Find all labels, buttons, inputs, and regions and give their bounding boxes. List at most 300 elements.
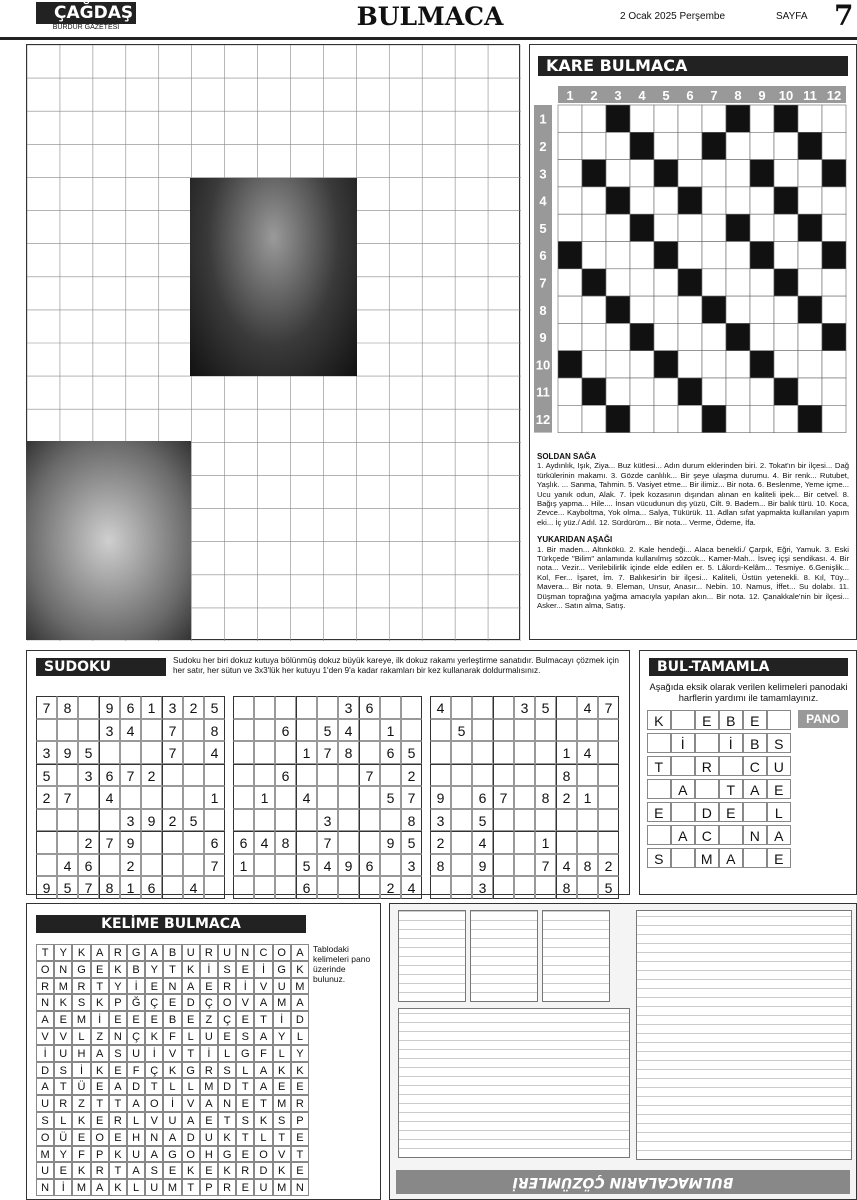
kelime-cell: R	[54, 1095, 72, 1112]
kelime-cell: L	[273, 1045, 291, 1062]
kare-cell	[582, 132, 606, 159]
kare-cell	[726, 160, 750, 187]
kare-cell	[678, 132, 702, 159]
sudoku-cell	[514, 719, 535, 742]
sudoku-cell: 9	[36, 876, 57, 899]
sudoku-cell	[556, 719, 577, 742]
kelime-cell: A	[145, 1146, 163, 1163]
kelime-cell: L	[236, 1062, 254, 1079]
kelime-cell: Ç	[145, 1062, 163, 1079]
newspaper-logo-subtitle: BURDUR GAZETESİ	[52, 24, 120, 31]
kare-row-number: 5	[539, 220, 547, 236]
sudoku-cell	[275, 696, 296, 719]
kare-cell	[750, 214, 774, 241]
bul-tamamla-cell	[671, 710, 695, 730]
sudoku-cell: 6	[204, 831, 225, 854]
kelime-cell: T	[109, 1095, 127, 1112]
kelime-cell: U	[218, 944, 236, 961]
kelime-cell: R	[200, 944, 218, 961]
solutions-panel	[389, 903, 857, 1200]
kelime-cell: N	[236, 944, 254, 961]
kare-cell	[678, 296, 702, 323]
sudoku-cell	[78, 786, 99, 809]
sudoku-cell	[317, 876, 338, 899]
kelime-cell: U	[200, 1129, 218, 1146]
kare-cell	[702, 214, 726, 241]
sudoku-cell: 5	[451, 719, 472, 742]
kare-black-cell	[774, 269, 798, 296]
kare-cell	[606, 378, 630, 405]
bul-tamamla-cell	[647, 733, 671, 753]
sudoku-cell	[380, 854, 401, 877]
kare-cell	[774, 214, 798, 241]
sudoku-cell	[535, 876, 556, 899]
sudoku-cell: 5	[296, 854, 317, 877]
sudoku-cell	[577, 719, 598, 742]
kelime-cell: D	[291, 1011, 309, 1028]
kare-cell	[678, 160, 702, 187]
sudoku-cell: 6	[233, 831, 254, 854]
sudoku-cell: 4	[317, 854, 338, 877]
sudoku-cell	[275, 876, 296, 899]
sudoku-cell	[472, 741, 493, 764]
solution-crossword	[636, 910, 852, 1160]
kelime-cell: R	[218, 978, 236, 995]
kelime-cell: P	[109, 994, 127, 1011]
kelime-cell: Ğ	[127, 994, 145, 1011]
kelime-cell: A	[291, 944, 309, 961]
kare-col-number: 5	[662, 88, 670, 103]
kare-cell	[678, 214, 702, 241]
kelime-cell: O	[254, 1146, 272, 1163]
kare-col-number: 10	[778, 88, 794, 103]
sudoku-cell	[162, 876, 183, 899]
bul-tamamla-cell: C	[695, 825, 719, 845]
bul-tamamla-cell	[695, 779, 719, 799]
kelime-cell: E	[109, 1129, 127, 1146]
bul-tamamla-cell	[743, 848, 767, 868]
sudoku-cell: 9	[430, 786, 451, 809]
kelime-cell: E	[218, 1028, 236, 1045]
kare-black-cell	[606, 296, 630, 323]
sudoku-cell	[430, 741, 451, 764]
kare-col-number: 3	[614, 88, 622, 103]
sudoku-cell: 7	[204, 854, 225, 877]
kelime-cell: N	[218, 1095, 236, 1112]
kare-cell	[774, 296, 798, 323]
kelime-cell: A	[91, 944, 109, 961]
sudoku-cell	[451, 876, 472, 899]
kelime-cell: T	[91, 1095, 109, 1112]
sudoku-cell: 6	[359, 696, 380, 719]
sudoku-cell: 6	[78, 854, 99, 877]
kelime-cell: A	[200, 1095, 218, 1112]
kelime-cell: N	[291, 1179, 309, 1196]
sudoku-cell	[296, 764, 317, 787]
kelime-cell: U	[54, 1045, 72, 1062]
kare-cell	[582, 105, 606, 132]
sudoku-cell: 1	[535, 831, 556, 854]
kelime-cell: T	[145, 1078, 163, 1095]
kare-cell	[726, 132, 750, 159]
bul-tamamla-cell: S	[647, 848, 671, 868]
page-title: BULMACA	[356, 2, 504, 31]
kare-cell	[654, 214, 678, 241]
kare-cell	[630, 160, 654, 187]
sudoku-cell: 6	[141, 876, 162, 899]
kare-cell	[582, 351, 606, 378]
kelime-cell: K	[54, 994, 72, 1011]
kelime-cell: H	[200, 1146, 218, 1163]
kelime-cell: İ	[273, 1011, 291, 1028]
sudoku-cell: 3	[36, 741, 57, 764]
kelime-cell: M	[72, 1011, 90, 1028]
kare-cell	[774, 405, 798, 432]
sudoku-cell	[598, 786, 619, 809]
kelime-cell: N	[163, 978, 181, 995]
kelime-cell: S	[54, 1062, 72, 1079]
kelime-cell: E	[91, 1112, 109, 1129]
sudoku-cell	[99, 741, 120, 764]
kare-cell	[798, 269, 822, 296]
bul-tamamla-cell: E	[743, 710, 767, 730]
sudoku-cell	[254, 719, 275, 742]
bul-tamamla-cell: A	[671, 825, 695, 845]
kare-cell	[630, 296, 654, 323]
sudoku-cell: 7	[120, 764, 141, 787]
kare-col-number: 6	[686, 88, 694, 103]
sudoku-cell	[430, 764, 451, 787]
kelime-cell: N	[145, 1129, 163, 1146]
kare-black-cell	[606, 105, 630, 132]
sudoku-cell: 5	[535, 696, 556, 719]
sudoku-cell: 9	[338, 854, 359, 877]
kare-cell	[678, 242, 702, 269]
kare-cell	[726, 405, 750, 432]
kelime-cell: İ	[91, 1011, 109, 1028]
kelime-cell: S	[72, 994, 90, 1011]
sudoku-cell	[577, 764, 598, 787]
sudoku-cell	[36, 854, 57, 877]
kelime-cell: L	[54, 1112, 72, 1129]
kelime-cell: S	[236, 1028, 254, 1045]
kare-row-number: 4	[539, 193, 547, 209]
bul-tamamla-cell: T	[647, 756, 671, 776]
kelime-cell: O	[145, 1095, 163, 1112]
kare-cell	[822, 269, 846, 296]
bul-tamamla-cell: A	[671, 779, 695, 799]
kare-black-cell	[654, 351, 678, 378]
kare-cell	[654, 269, 678, 296]
kare-cell	[606, 160, 630, 187]
bul-tamamla-cell: D	[695, 802, 719, 822]
sudoku-cell: 5	[380, 786, 401, 809]
kare-row-number: 12	[535, 411, 551, 427]
sudoku-cell	[514, 741, 535, 764]
kare-black-cell	[750, 351, 774, 378]
kelime-bulmaca-description: Tablodaki kelimeleri pano üzerinde bulunuz.	[313, 944, 371, 984]
sudoku-cell: 5	[598, 876, 619, 899]
pano-title: PANO	[798, 710, 848, 728]
sudoku-cell: 1	[120, 876, 141, 899]
kelime-cell: E	[236, 1011, 254, 1028]
kare-cell	[726, 269, 750, 296]
kelime-cell: T	[236, 1078, 254, 1095]
kare-cell	[630, 242, 654, 269]
sudoku-cell	[162, 764, 183, 787]
kare-cell	[726, 351, 750, 378]
sudoku-cell	[514, 876, 535, 899]
kelime-cell: A	[91, 1045, 109, 1062]
bul-tamamla-cell: L	[767, 802, 791, 822]
sudoku-cell: 6	[296, 876, 317, 899]
kare-cell	[558, 378, 582, 405]
kelime-cell: R	[72, 978, 90, 995]
sudoku-cell: 6	[275, 719, 296, 742]
kelime-cell: İ	[200, 1045, 218, 1062]
kelime-cell: R	[109, 944, 127, 961]
kelime-cell: M	[273, 994, 291, 1011]
sudoku-cell: 7	[162, 719, 183, 742]
sudoku-cell	[204, 764, 225, 787]
kelime-cell: L	[127, 1179, 145, 1196]
sudoku-cell: 2	[556, 786, 577, 809]
kare-cell	[798, 160, 822, 187]
kare-cell	[654, 132, 678, 159]
kare-black-cell	[654, 160, 678, 187]
kelime-cell: K	[145, 1028, 163, 1045]
kare-black-cell	[822, 242, 846, 269]
sudoku-cell: 3	[472, 876, 493, 899]
kelime-cell: S	[109, 1045, 127, 1062]
kelime-cell: U	[254, 1179, 272, 1196]
sudoku-cell: 4	[296, 786, 317, 809]
sudoku-cell	[472, 696, 493, 719]
kelime-cell: R	[200, 1062, 218, 1079]
kelime-cell: K	[182, 961, 200, 978]
sudoku-cell	[556, 696, 577, 719]
sudoku-cell	[183, 786, 204, 809]
kelime-cell: İ	[254, 961, 272, 978]
kelime-cell: İ	[72, 1062, 90, 1079]
kelime-cell: K	[182, 1162, 200, 1179]
sudoku-cell	[338, 809, 359, 832]
sudoku-cell: 8	[401, 809, 422, 832]
bul-tamamla-cell: İ	[671, 733, 695, 753]
sudoku-cell: 3	[401, 854, 422, 877]
kare-bulmaca-grid[interactable]	[534, 84, 847, 436]
sudoku-description: Sudoku her biri dokuz kutuya bölünmüş dokuz büyük kareye, ilk dokuz rakamı yerleştirme sanatıdır. Bulmacayı çözmek için her satır, her sütun ve 3x3'lük her kutuyu 1'den 9'a kadar rakamları bir kez kullanarak doldurmalısınız.	[173, 656, 619, 675]
kelime-cell: Z	[72, 1095, 90, 1112]
kare-cell	[606, 132, 630, 159]
kare-cell	[822, 214, 846, 241]
music-group-photo	[26, 441, 191, 640]
sudoku-cell: 8	[430, 854, 451, 877]
kare-col-number: 11	[803, 88, 817, 103]
kelime-cell: İ	[200, 961, 218, 978]
kare-cell	[702, 187, 726, 214]
kare-black-cell	[630, 132, 654, 159]
kare-cell	[702, 323, 726, 350]
bul-tamamla-cell: B	[719, 710, 743, 730]
presenter-photo	[190, 178, 357, 376]
kare-black-cell	[750, 242, 774, 269]
kelime-cell: S	[145, 1162, 163, 1179]
kelime-cell: T	[182, 1045, 200, 1062]
page-label: SAYFA	[776, 11, 808, 22]
kelime-cell: F	[254, 1045, 272, 1062]
kelime-cell: G	[236, 1045, 254, 1062]
sudoku-cell	[598, 719, 619, 742]
sudoku-cell	[338, 786, 359, 809]
kelime-cell: N	[36, 994, 54, 1011]
kare-cell	[582, 214, 606, 241]
kelime-cell: D	[254, 1162, 272, 1179]
sudoku-cell	[275, 854, 296, 877]
sudoku-cell: 2	[380, 876, 401, 899]
sudoku-cell	[493, 764, 514, 787]
sudoku-cell: 5	[78, 741, 99, 764]
kare-black-cell	[726, 105, 750, 132]
kelime-cell: E	[109, 1011, 127, 1028]
kelime-cell: R	[236, 1162, 254, 1179]
sudoku-cell	[514, 854, 535, 877]
kare-black-cell	[774, 105, 798, 132]
kare-cell	[630, 269, 654, 296]
kelime-cell: Ü	[72, 1078, 90, 1095]
kelime-cell: R	[218, 1179, 236, 1196]
kelime-cell: H	[127, 1129, 145, 1146]
kelime-cell: Y	[109, 978, 127, 995]
sudoku-cell	[430, 876, 451, 899]
kelime-cell: İ	[54, 1179, 72, 1196]
kelime-cell: E	[109, 1062, 127, 1079]
sudoku-cell: 4	[120, 719, 141, 742]
kelime-cell: E	[145, 978, 163, 995]
sudoku-cell	[254, 764, 275, 787]
kelime-cell: G	[72, 961, 90, 978]
kare-row-number: 8	[539, 302, 547, 318]
bul-tamamla-cell	[719, 825, 743, 845]
kelime-cell: R	[291, 1095, 309, 1112]
sudoku-cell	[36, 831, 57, 854]
kelime-cell: K	[91, 1062, 109, 1079]
kelime-cell: P	[200, 1179, 218, 1196]
kelime-cell: U	[36, 1095, 54, 1112]
kelime-cell: A	[145, 944, 163, 961]
kare-black-cell	[630, 214, 654, 241]
kelime-cell: B	[163, 1011, 181, 1028]
kare-cell	[678, 105, 702, 132]
sudoku-cell	[359, 831, 380, 854]
kelime-cell: Z	[200, 1011, 218, 1028]
kelime-cell: U	[182, 944, 200, 961]
sudoku-cell	[296, 696, 317, 719]
kelime-cell: L	[127, 1112, 145, 1129]
sudoku-cell	[493, 809, 514, 832]
kelime-cell: G	[163, 1146, 181, 1163]
kelime-cell: M	[54, 978, 72, 995]
kare-cell	[558, 160, 582, 187]
sudoku-cell: 4	[430, 696, 451, 719]
kelime-cell: L	[291, 1028, 309, 1045]
bul-tamamla-title: BUL-TAMAMLA	[649, 658, 848, 676]
kelime-cell: R	[91, 1162, 109, 1179]
sudoku-cell: 8	[535, 786, 556, 809]
kelime-cell: L	[254, 1129, 272, 1146]
sudoku-cell: 2	[598, 854, 619, 877]
kelime-cell: M	[36, 1146, 54, 1163]
sudoku-cell	[451, 764, 472, 787]
sudoku-cell	[451, 854, 472, 877]
kare-cell	[582, 242, 606, 269]
kelime-cell: G	[182, 1062, 200, 1079]
kelime-cell: K	[273, 1062, 291, 1079]
kelime-cell: V	[145, 1112, 163, 1129]
kelime-cell: T	[36, 944, 54, 961]
sudoku-cell	[275, 809, 296, 832]
kare-cell	[774, 132, 798, 159]
sudoku-cell: 2	[120, 854, 141, 877]
sudoku-cell	[598, 741, 619, 764]
bul-tamamla-cell	[695, 733, 719, 753]
kare-cell	[750, 269, 774, 296]
soldan-saga-heading: SOLDAN SAĞA	[537, 452, 597, 461]
kelime-cell: T	[254, 1095, 272, 1112]
kare-black-cell	[798, 296, 822, 323]
sudoku-cell: 1	[233, 854, 254, 877]
kare-cell	[606, 242, 630, 269]
sudoku-cell	[514, 831, 535, 854]
sudoku-cell	[535, 809, 556, 832]
kelime-cell: M	[72, 1179, 90, 1196]
sudoku-cell: 4	[204, 741, 225, 764]
kelime-cell: T	[163, 961, 181, 978]
sudoku-cell: 7	[317, 741, 338, 764]
kare-black-cell	[726, 323, 750, 350]
sudoku-cell	[359, 741, 380, 764]
kare-col-number: 7	[710, 88, 718, 103]
sudoku-cell	[254, 809, 275, 832]
kelime-cell: E	[236, 1095, 254, 1112]
bul-tamamla-description: Aşağıda eksik olarak verilen kelimeleri panodaki harflerin yardımı ile tamamlayınız.	[649, 682, 848, 703]
kelime-cell: E	[182, 1011, 200, 1028]
sudoku-cell: 4	[183, 876, 204, 899]
sudoku-cell: 1	[296, 741, 317, 764]
sudoku-cell: 1	[577, 786, 598, 809]
kare-cell	[822, 296, 846, 323]
kelime-cell: T	[182, 1179, 200, 1196]
sudoku-cell	[493, 876, 514, 899]
bul-tamamla-cell: İ	[719, 733, 743, 753]
bul-tamamla-cell: A	[767, 825, 791, 845]
kelime-cell: E	[163, 1162, 181, 1179]
sudoku-cell	[36, 719, 57, 742]
kare-cell	[582, 296, 606, 323]
kare-cell	[606, 351, 630, 378]
bul-tamamla-cell: E	[767, 848, 791, 868]
kelime-cell: M	[163, 1179, 181, 1196]
sudoku-cell: 1	[380, 719, 401, 742]
kelime-cell: A	[91, 1179, 109, 1196]
kelime-cell: M	[200, 1078, 218, 1095]
kelime-cell: U	[200, 1028, 218, 1045]
sudoku-cell	[57, 831, 78, 854]
kare-row-number: 9	[539, 330, 547, 346]
newspaper-logo: ÇAĞDAŞ	[36, 2, 136, 24]
bul-tamamla-cell	[647, 825, 671, 845]
kelime-bulmaca-title: KELİME BULMACA	[36, 915, 306, 933]
